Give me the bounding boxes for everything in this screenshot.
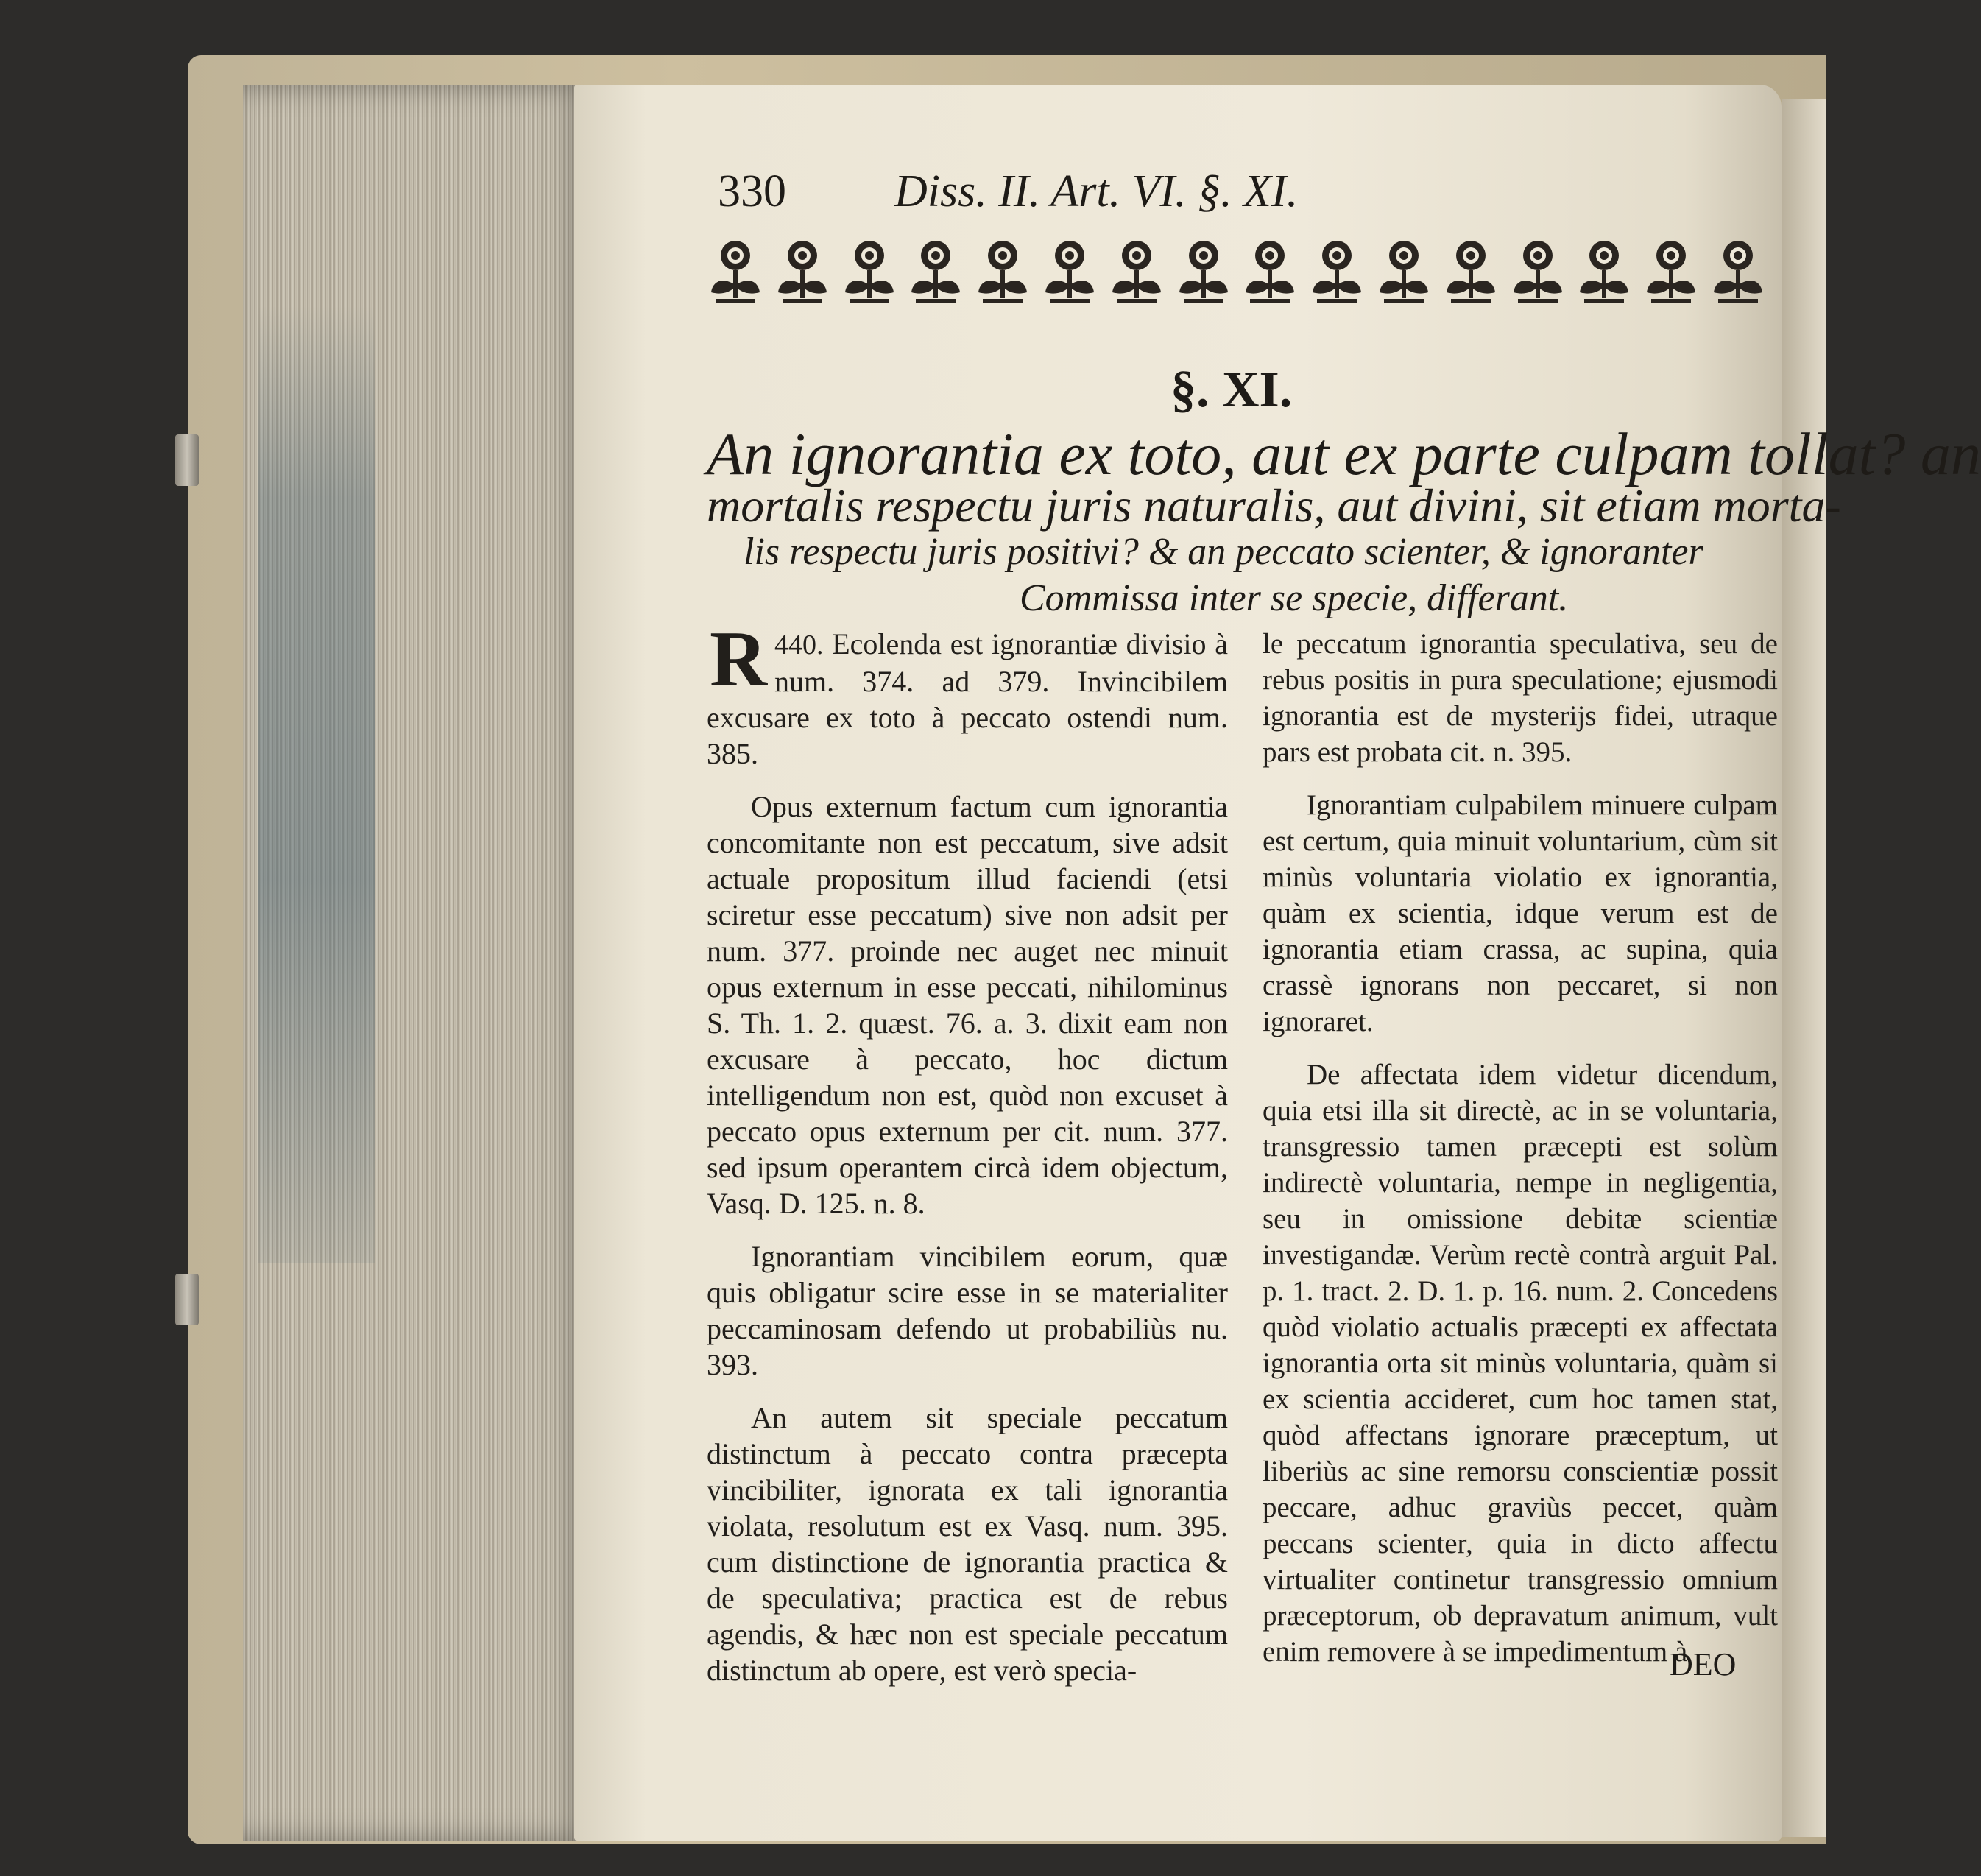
flower-ornament-icon — [1241, 233, 1299, 307]
flower-ornament-icon — [907, 233, 964, 307]
paragraph: Ignorantiam vincibilem eorum, quæ quis obligatur scire esse in se materialiter peccaminosam defendo ut probabiliùs nu. 393. — [707, 1240, 1228, 1381]
paragraph: Ignorantiam culpabilem minuere culpam est certum, quia minuit voluntarium, cùm sit minùs voluntaria violatio ex ignorantia, quàm ex scientia, idque verum est de ignorantia etiam crassa, ac supina, quia crassè ignorans non peccaret, si non ignoraret. — [1263, 789, 1778, 1037]
flower-ornament-icon — [841, 233, 898, 307]
section-title-line-2: mortalis respectu juris naturalis, aut divini, sit etiam morta- — [707, 479, 1841, 532]
drop-capital: R — [710, 616, 767, 703]
paragraph: An autem sit speciale peccatum distinctum à peccato contra præcepta vincibiliter, ignorata ex tali ignorantia violata, resolutum est ex Vasq. num. 395. cum distinctione de ignorantia practica & de speculativa; practica est de rebus agendis, & hæc non est speciale peccatum distinctum ab opere, est verò specia- — [707, 1401, 1228, 1687]
flower-ornament-icon — [1575, 233, 1633, 307]
paragraph: le peccatum ignorantia speculativa, seu de rebus positis in pura speculatione; ejusmodi ignorantia est de mysterijs fidei, utraque pars est probata cit. n. 395. — [1263, 628, 1778, 768]
section-number: §. XI. — [1170, 362, 1293, 418]
right-column — [1263, 626, 1778, 1670]
page-number: 330 — [718, 166, 786, 216]
flower-ornament-icon — [1442, 233, 1500, 307]
flower-ornament-icon — [1108, 233, 1165, 307]
flower-ornament-icon — [1509, 233, 1567, 307]
left-column — [707, 616, 1228, 1688]
ornament-band — [707, 230, 1767, 311]
running-title: Diss. II. Art. VI. §. XI. — [894, 166, 1299, 216]
flower-ornament-icon — [1375, 233, 1433, 307]
flower-ornament-icon — [1709, 233, 1767, 307]
paragraph: De affectata idem videtur dicendum, quia etsi illa sit directè, ac in se voluntaria, transgressio tamen præcepti est solùm indirectè voluntaria, nempe in negligentia, seu in omissione debitæ scientiæ investigandæ. Verùm rectè contrà arguit Pal. p. 1. tract. 2. D. 1. p. 16. num. 2. Concedens quòd violatio actualis præcepti ex affectata ignorantia orta sit minùs voluntaria, quàm si ex scientia accideret, cum hoc tamen stat, quòd affectans ignorare præceptum, ut liberiùs ac sine remorsu conscientiæ possit peccare, adhuc graviùs peccet, quàm peccans scienter, quia in dicto affectu virtualiter continetur transgressio omnium præceptorum, ob depravatum animum, vult enim removere à se impedimentum à — [1263, 1059, 1778, 1668]
page-block-edges — [243, 85, 589, 1841]
flower-ornament-icon — [1041, 233, 1098, 307]
section-title-line-4: Commissa inter se specie, differant. — [1020, 577, 1569, 619]
flower-ornament-icon — [1175, 233, 1232, 307]
paragraph-number: 440. — [774, 630, 824, 660]
water-stain — [258, 306, 375, 1263]
facing-page-edge — [1782, 99, 1826, 1837]
flower-ornament-icon — [707, 233, 764, 307]
clasp-upper — [175, 434, 199, 486]
flower-ornament-icon — [1642, 233, 1700, 307]
section-title-line-3: lis respectu juris positivi? & an peccato scienter, & ignoranter — [744, 531, 1703, 573]
clasp-lower — [175, 1274, 199, 1325]
flower-ornament-icon — [774, 233, 831, 307]
flower-ornament-icon — [1308, 233, 1366, 307]
flower-ornament-icon — [974, 233, 1031, 307]
paragraph-text: Ecolenda est ignorantiæ divisio à num. 374. ad 379. Invincibilem excusare ex toto à peccato ostendi num. 385. — [707, 627, 1228, 770]
section-title-line-1: An ignorantia ex toto, aut ex parte culpam tollat? an — [707, 420, 1981, 487]
paragraph: Opus externum factum cum ignorantia concomitante non est peccatum, sive adsit actuale propositum illud faciendi (etsi sciretur esse peccatum) sive non adsit per num. 377. proinde nec auget nec minuit opus externum in esse peccati, nihilominus S. Th. 1. 2. quæst. 76. a. 3. dixit eam non excusare à peccato, hoc dictum intelligendum non est, quòd non excuset à peccato opus externum per cit. num. 377. sed ipsum operantem circà idem objectum, Vasq. D. 125. n. 8. — [707, 790, 1228, 1220]
paragraph-440 — [707, 616, 1228, 772]
catchword: DEO — [1670, 1646, 1737, 1682]
